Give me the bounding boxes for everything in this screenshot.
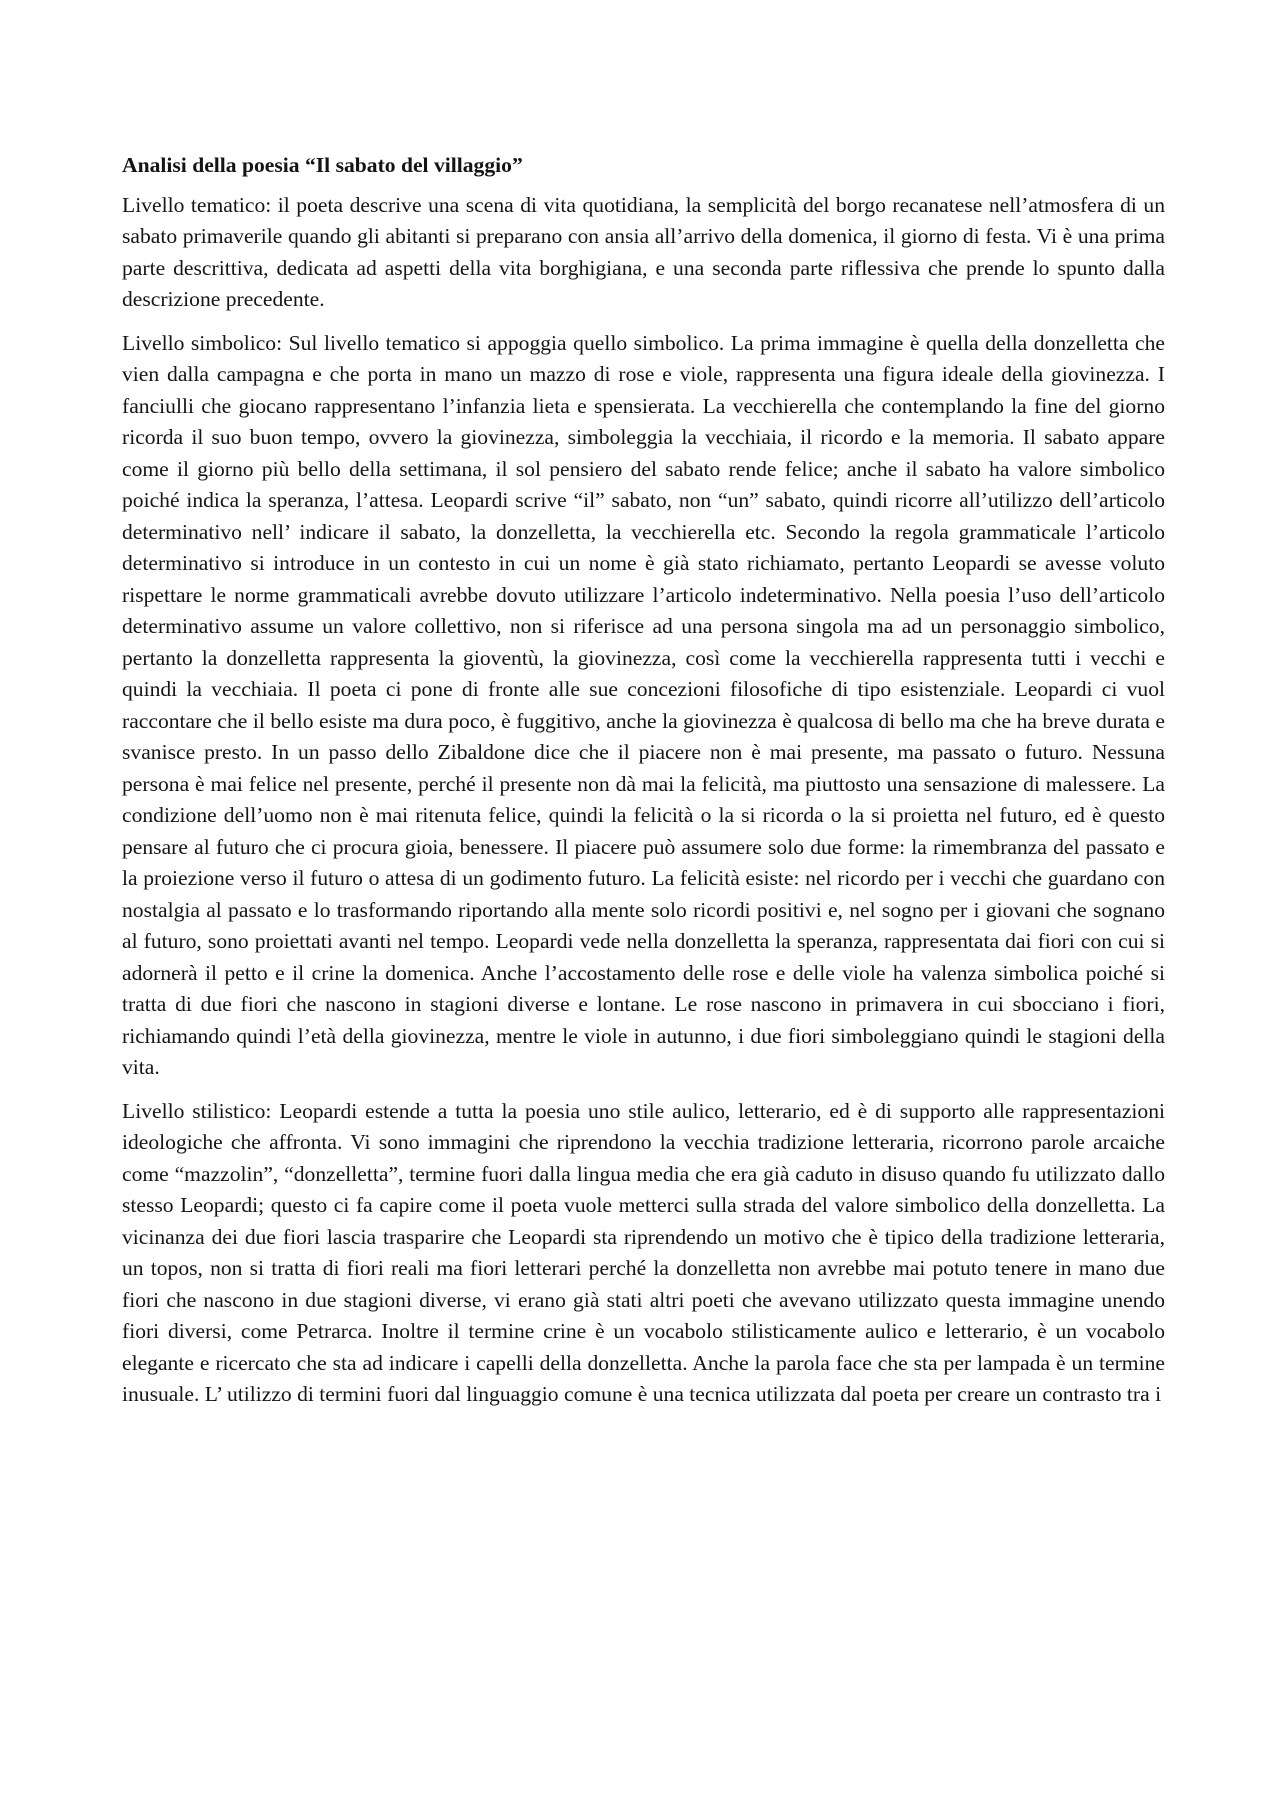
paragraph-livello-simbolico: Livello simbolico: Sul livello tematico si appoggia quello simbolico. La prima immagine è quella della donzelletta che vien dalla campagna e che porta in mano un mazzo di rose e viole, rappresenta una figura ideale della giovinezza. I fanciulli che giocano rappresentano l’infanzia lieta e spensierata. La vecchierella che contemplando la fine del giorno ricorda il suo buon tempo, ovvero la giovinezza, simboleggia la vecchiaia, il ricordo e la memoria. Il sabato appare come il giorno più bello della settimana, il sol pensiero del sabato rende felice; anche il sabato ha valore simbolico poiché indica la speranza, l’attesa. Leopardi scrive “il” sabato, non “un” sabato, quindi ricorre all’utilizzo dell’articolo determinativo nell’ indicare il sabato, la donzelletta, la vecchierella etc. Secondo la regola grammaticale l’articolo determinativo si introduce in un contesto in cui un nome è già stato richiamato, pertanto Leopardi se avesse voluto rispettare le norme grammaticali avrebbe dovuto utilizzare l’articolo indeterminativo. Nella poesia l’uso dell’articolo determinativo assume un valore collettivo, non si riferisce ad una persona singola ma ad un personaggio simbolico, pertanto la donzelletta rappresenta la gioventù, la giovinezza, così come la vecchierella rappresenta tutti i vecchi e quindi la vecchiaia. Il poeta ci pone di fronte alle sue concezioni filosofiche di tipo esistenziale. Leopardi ci vuol raccontare che il bello esiste ma dura poco, è fuggitivo, anche la giovinezza è qualcosa di bello ma che ha breve durata e svanisce presto. In un passo dello Zibaldone dice che il piacere non è mai presente, ma passato o futuro. Nessuna persona è mai felice nel presente, perché il presente non dà mai la felicità, ma piuttosto una sensazione di malessere. La condizione dell’uomo non è mai ritenuta felice, quindi la felicità o la si ricorda o la si proietta nel futuro, ed è questo pensare al futuro che ci procura gioia, benessere. Il piacere può assumere solo due forme: la rimembranza del passato e la proiezione verso il futuro o attesa di un godimento futuro. La felicità esiste: nel ricordo per i vecchi che guardano con nostalgia al passato e lo trasformando riportando alla mente solo ricordi positivi e, nel sogno per i giovani che sognano al futuro, sono proiettati avanti nel tempo. Leopardi vede nella donzelletta la speranza, rappresentata dai fiori con cui si adornerà il petto e il crine la domenica. Anche l’accostamento delle rose e delle viole ha valenza simbolica poiché si tratta di due fiori che nascono in stagioni diverse e lontane. Le rose nascono in primavera in cui sbocciano i fiori, richiamando quindi l’età della giovinezza, mentre le viole in autunno, i due fiori simboleggiano quindi le stagioni della vita. [122,330,1165,1079]
document-title: Analisi della poesia “Il sabato del villaggio” [122,153,523,177]
paragraph-livello-tematico: Livello tematico: il poeta descrive una scena di vita quotidiana, la semplicità del borgo recanatese nell’atmosfera di un sabato primaverile quando gli abitanti si preparano con ansia all’arrivo della domenica, il giorno di festa. Vi è una prima parte descrittiva, dedicata ad aspetti della vita borghigiana, e una seconda parte riflessiva che prende lo spunto dalla descrizione precedente. [122,192,1165,311]
document-body [122,150,1165,1411]
paragraph-livello-stilistico: Livello stilistico: Leopardi estende a tutta la poesia uno stile aulico, letterario, ed è di supporto alle rappresentazioni ideologiche che affronta. Vi sono immagini che riprendono la vecchia tradizione letteraria, ricorrono parole arcaiche come “mazzolin”, “donzelletta”, termine fuori dalla lingua media che era già caduto in disuso quando fu utilizzato dallo stesso Leopardi; questo ci fa capire come il poeta vuole metterci sulla strada del valore simbolico della donzelletta. La vicinanza dei due fiori lascia trasparire che Leopardi sta riprendendo un motivo che è tipico della tradizione letteraria, un topos, non si tratta di fiori reali ma fiori letterari perché la donzelletta non avrebbe mai potuto tenere in mano due fiori che nascono in due stagioni diverse, vi erano già stati altri poeti che avevano utilizzato questa immagine unendo fiori diversi, come Petrarca. Inoltre il termine crine è un vocabolo stilisticamente aulico e letterario, è un vocabolo elegante e ricercato che sta ad indicare i capelli della donzelletta. Anche la parola face che sta per lampada è un termine inusuale. L’ utilizzo di termini fuori dal linguaggio comune è una tecnica utilizzata dal poeta per creare un contrasto tra i [122,1098,1165,1406]
